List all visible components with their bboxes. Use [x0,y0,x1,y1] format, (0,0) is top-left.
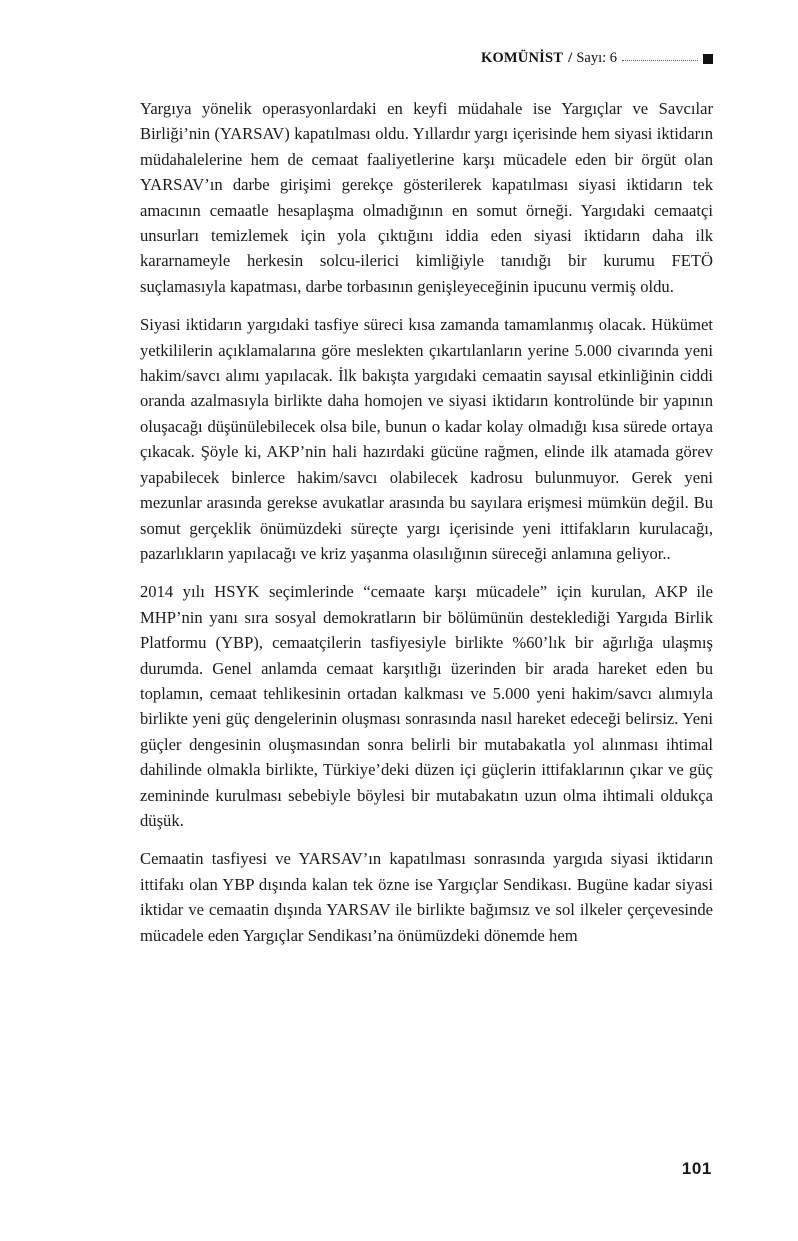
paragraph: Yargıya yönelik operasyonlardaki en keyfi müdahale ise Yargıçlar ve Savcılar Birliği’nin (YARSAV) kapatılması oldu. Yıllardır yargı içerisinde hem siyasi iktidarın müdahalelerine hem de cemaat faaliyetlerine karşı mücadele eden bir örgüt olan YARSAV’ın darbe girişimi gerekçe gösterilerek kapatılması siyasi iktidarın tek amacının cemaatle hesaplaşma olmadığının en somut örneği. Yargıdaki cemaatçi unsurları temizlemek için yola çıktığını iddia eden siyasi iktidarın daha ilk kararnameyle herkesin solcu-ilerici kimliğiyle tanıdığı bir kurumu FETÖ suçlamasıyla kapatması, darbe torbasının genişleyeceğinin ipucunu vermiş oldu. [140,99,713,296]
paragraph: Siyasi iktidarın yargıdaki tasfiye süreci kısa zamanda tamamlanmış olacak. Hükümet yetkililerin açıklamalarına göre meslekten çıkartılanların yerine 5.000 civarında yeni hakim/savcı alımı yapılacak. İlk bakışta yargıdaki cemaatin sayısal etkinliğinin ciddi oranda azalmasıyla birlikte daha homojen ve siyasi iktidarın kontrolünde bir yapının oluşacağı düşünülebilecek olsa bile, bunun o kadar kolay olmadığı kısa sürede ortaya çıkacak. Şöyle ki, AKP’nin hali hazırdaki gücüne rağmen, elinde ilk atamada görev yapabilecek binlerce hakim/savcı olabilecek kadrosu bulunmuyor. Gerek yeni mezunlar arasında gerekse avukatlar arasında bu sayılara erişmesi mümkün değil. Bu somut gerçeklik önümüzdeki süreçte yargı içerisinde yeni ittifakların kurulacağı, pazarlıkların yapılacağı ve kriz yaşanma olasılığının süreceği anlamına geliyor.. [140,315,713,563]
header-separator: / [568,49,573,66]
page-number: 101 [681,1159,712,1178]
paragraph: 2014 yılı HSYK seçimlerinde “cemaate karşı mücadele” için kurulan, AKP ile MHP’nin yanı sıra sosyal demokratların bir bölümünün desteklediği Yargıda Birlik Platformu (YBP), cemaatçilerin tasfiyesiyle birlikte %60’lık bir ağırlığa ulaşmış durumda. Genel anlamda cemaat karşıtlığı üzerinden bir arada hareket eden bu toplamın, cemaat tehlikesinin ortadan kalkması ve 5.000 yeni hakim/savcı alımıyla birlikte yeni güç dengelerinin oluşması sonrasında nasıl hareket edeceği belirsiz. Yeni güçler dengesinin oluşmasından sonra belirli bir mutabakatla yol alınması ihtimal dahilinde olmakla birlikte, Türkiye’deki düzen içi güçlerin ittifaklarının çıkar ve güç zemininde kurulması sebebiyle böylesi bir mutabakatın uzun olma ihtimali oldukça düşük. [140,582,713,830]
running-header [140,46,713,70]
publication-title: KOMÜNİST [480,49,564,66]
dotted-leader-icon [622,59,698,61]
paragraph: Cemaatin tasfiyesi ve YARSAV’ın kapatılması sonrasında yargıda siyasi iktidarın ittifakı olan YBP dışında kalan tek özne ise Yargıçlar Sendikası. Bugüne kadar siyasi iktidar ve cemaatin dışında YARSAV ile birlikte bağımsız ve sol ilkeler çerçevesinde mücadele eden Yargıçlar Sendikası’na önümüzdeki dönemde hem [140,849,713,945]
issue-number: Sayı: 6 [576,49,617,66]
article-body [140,96,713,948]
filled-square-marker-icon [703,54,713,64]
